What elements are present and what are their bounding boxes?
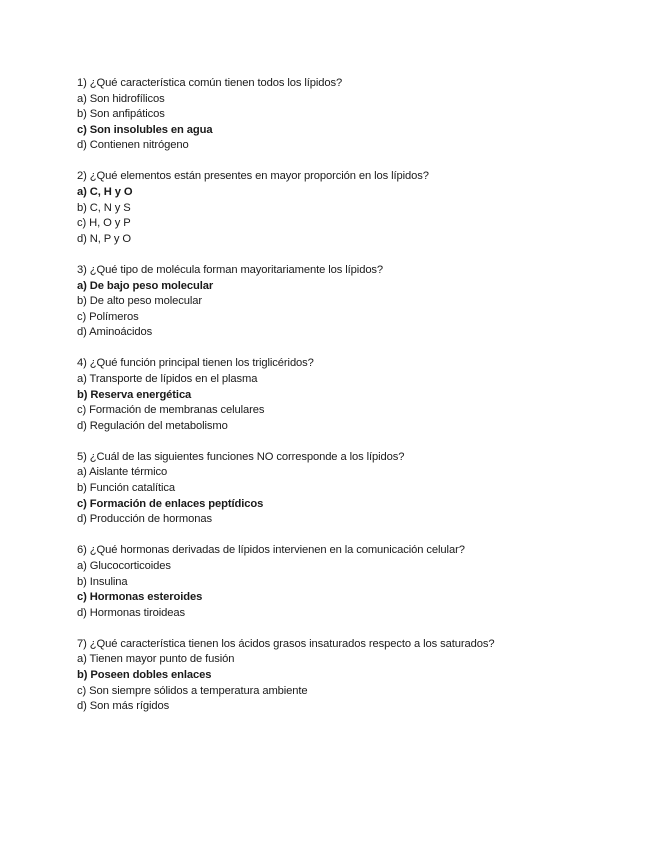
option-a: a) Glucocorticoides [77, 559, 171, 572]
option-b: b) De alto peso molecular [77, 295, 202, 308]
question-4 [77, 356, 637, 434]
option-b: b) Insulina [77, 575, 128, 588]
question-5 [77, 450, 637, 528]
option-c-correct: c) Formación de enlaces peptídicos [77, 497, 264, 510]
option-c: c) H, O y P [77, 217, 131, 230]
option-c-correct: c) Hormonas esteroides [77, 591, 203, 604]
question-text: 4) ¿Qué función principal tienen los triglicéridos? [77, 357, 314, 370]
question-1 [77, 76, 637, 154]
option-c: c) Formación de membranas celulares [77, 404, 265, 417]
option-d: d) Contienen nitrógeno [77, 139, 189, 152]
option-d: d) Producción de hormonas [77, 513, 212, 526]
question-text: 7) ¿Qué característica tienen los ácidos grasos insaturados respecto a los saturados? [77, 637, 495, 650]
option-c-correct: c) Son insolubles en agua [77, 123, 213, 136]
option-a-correct: a) C, H y O [77, 186, 133, 199]
question-text: 6) ¿Qué hormonas derivadas de lípidos intervienen en la comunicación celular? [77, 544, 465, 557]
option-c: c) Polímeros [77, 310, 139, 323]
option-b-correct: b) Poseen dobles enlaces [77, 669, 212, 681]
option-d: d) N, P y O [77, 232, 132, 245]
question-text: 1) ¿Qué característica común tienen todos los lípidos? [77, 77, 343, 89]
option-b-correct: b) Reserva energética [77, 388, 192, 401]
option-b: b) Son anfipáticos [77, 108, 165, 121]
option-b: b) C, N y S [77, 201, 131, 214]
option-c: c) Son siempre sólidos a temperatura ambiente [77, 684, 308, 697]
question-7 [77, 637, 637, 715]
option-a: a) Aislante térmico [77, 466, 168, 479]
option-d: d) Aminoácidos [77, 326, 153, 339]
quiz-document [77, 76, 637, 730]
question-text: 3) ¿Qué tipo de molécula forman mayoritariamente los lípidos? [77, 263, 384, 276]
question-text: 5) ¿Cuál de las siguientes funciones NO corresponde a los lípidos? [77, 450, 405, 463]
question-text: 2) ¿Qué elementos están presentes en mayor proporción en los lípidos? [77, 170, 429, 183]
option-a: a) Son hidrofílicos [77, 92, 165, 105]
question-2 [77, 169, 637, 247]
option-d: d) Hormonas tiroideas [77, 606, 185, 619]
option-b: b) Función catalítica [77, 482, 176, 495]
option-d: d) Son más rígidos [77, 700, 170, 713]
question-6 [77, 543, 637, 621]
option-d: d) Regulación del metabolismo [77, 419, 228, 432]
question-3 [77, 263, 637, 341]
option-a: a) Transporte de lípidos en el plasma [77, 373, 258, 385]
option-a: a) Tienen mayor punto de fusión [77, 653, 235, 666]
option-a-correct: a) De bajo peso molecular [77, 279, 214, 292]
